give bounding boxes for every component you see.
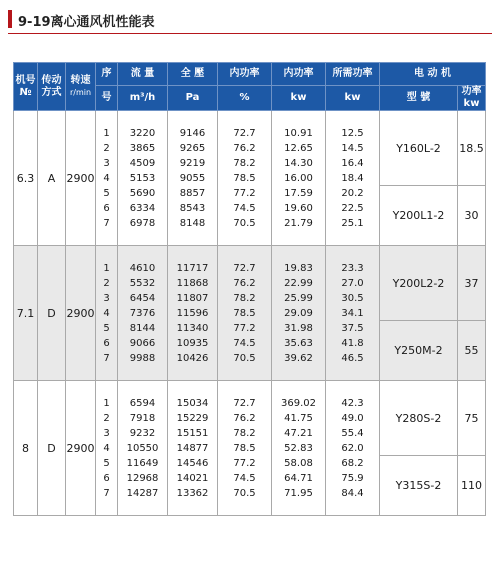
cell-req-power: 12.5 <box>326 126 380 141</box>
cell-flow: 7918 <box>118 411 168 426</box>
cell-seq: 5 <box>96 456 118 471</box>
cell-req-power: 41.8 <box>326 336 380 351</box>
cell-eff: 74.5 <box>218 201 272 216</box>
cell-pressure <box>168 111 218 126</box>
cell-pressure: 14021 <box>168 471 218 486</box>
cell-req-power: 16.4 <box>326 156 380 171</box>
cell-pressure <box>168 246 218 261</box>
cell-eff: 76.2 <box>218 141 272 156</box>
header-motor-power <box>458 86 486 111</box>
cell-eff: 78.2 <box>218 156 272 171</box>
cell-flow <box>118 501 168 516</box>
cell-pressure: 9219 <box>168 156 218 171</box>
cell-int-power: 52.83 <box>272 441 326 456</box>
cell-pressure: 13362 <box>168 486 218 501</box>
cell-int-power <box>272 231 326 246</box>
motor-type: Y160L-2 <box>380 111 458 186</box>
cell-eff: 74.5 <box>218 471 272 486</box>
header-pressure: 全 壓 <box>168 63 218 86</box>
cell-pressure: 11868 <box>168 276 218 291</box>
cell-flow: 6334 <box>118 201 168 216</box>
header-motor-power-label: 功率 <box>461 86 482 97</box>
group-drive: D <box>38 381 66 516</box>
cell-int-power: 16.00 <box>272 171 326 186</box>
cell-eff: 76.2 <box>218 276 272 291</box>
cell-seq: 7 <box>96 486 118 501</box>
cell-req-power: 25.1 <box>326 216 380 231</box>
cell-flow: 10550 <box>118 441 168 456</box>
cell-eff: 70.5 <box>218 216 272 231</box>
cell-flow <box>118 111 168 126</box>
header-motor-type: 型 號 <box>380 86 458 111</box>
header-motor: 电 动 机 <box>380 63 486 86</box>
motor-power: 30 <box>458 186 486 246</box>
header-flow: 流 量 <box>118 63 168 86</box>
cell-req-power: 68.2 <box>326 456 380 471</box>
cell-seq: 1 <box>96 261 118 276</box>
cell-seq: 3 <box>96 156 118 171</box>
header-int-power-unit: kw <box>272 86 326 111</box>
cell-eff: 78.5 <box>218 171 272 186</box>
cell-int-power <box>272 246 326 261</box>
header-int-power: 内功率 <box>272 63 326 86</box>
cell-req-power: 23.3 <box>326 261 380 276</box>
header-drive-label: 传动方式 <box>41 74 62 98</box>
cell-flow: 4509 <box>118 156 168 171</box>
cell-eff: 72.7 <box>218 126 272 141</box>
cell-req-power <box>326 246 380 261</box>
cell-int-power: 31.98 <box>272 321 326 336</box>
cell-pressure <box>168 231 218 246</box>
cell-seq <box>96 366 118 381</box>
cell-seq: 4 <box>96 306 118 321</box>
cell-int-power: 41.75 <box>272 411 326 426</box>
header-speed <box>66 63 96 111</box>
header-model-no-sub: № <box>19 86 32 98</box>
header-drive <box>38 63 66 111</box>
cell-eff: 78.2 <box>218 291 272 306</box>
cell-req-power <box>326 366 380 381</box>
cell-flow: 4610 <box>118 261 168 276</box>
motor-power: 55 <box>458 321 486 381</box>
cell-pressure: 14546 <box>168 456 218 471</box>
cell-seq: 1 <box>96 396 118 411</box>
cell-eff <box>218 231 272 246</box>
cell-req-power <box>326 381 380 396</box>
cell-seq: 6 <box>96 201 118 216</box>
motor-power: 75 <box>458 381 486 456</box>
cell-pressure: 11807 <box>168 291 218 306</box>
cell-int-power: 39.62 <box>272 351 326 366</box>
header-pressure-unit: Pa <box>168 86 218 111</box>
cell-pressure: 9146 <box>168 126 218 141</box>
cell-int-power: 12.65 <box>272 141 326 156</box>
cell-req-power <box>326 111 380 126</box>
cell-seq: 6 <box>96 336 118 351</box>
cell-pressure: 15151 <box>168 426 218 441</box>
cell-seq <box>96 501 118 516</box>
header-model-no <box>14 63 38 111</box>
cell-eff: 72.7 <box>218 396 272 411</box>
cell-eff: 77.2 <box>218 456 272 471</box>
cell-eff <box>218 381 272 396</box>
cell-flow: 5532 <box>118 276 168 291</box>
cell-seq: 7 <box>96 216 118 231</box>
cell-int-power: 25.99 <box>272 291 326 306</box>
header-flow-unit: m³/h <box>118 86 168 111</box>
cell-seq <box>96 111 118 126</box>
header-seq: 序 <box>96 63 118 86</box>
cell-flow <box>118 246 168 261</box>
cell-flow: 14287 <box>118 486 168 501</box>
cell-pressure: 14877 <box>168 441 218 456</box>
group-drive: D <box>38 246 66 381</box>
cell-pressure <box>168 366 218 381</box>
group-drive: A <box>38 111 66 246</box>
cell-flow: 9066 <box>118 336 168 351</box>
cell-req-power: 14.5 <box>326 141 380 156</box>
cell-req-power: 20.2 <box>326 186 380 201</box>
cell-seq: 3 <box>96 426 118 441</box>
cell-flow: 11649 <box>118 456 168 471</box>
cell-pressure <box>168 381 218 396</box>
title-bar <box>8 6 492 34</box>
cell-int-power <box>272 501 326 516</box>
group-speed: 2900 <box>66 381 96 516</box>
cell-int-power <box>272 111 326 126</box>
group-speed: 2900 <box>66 111 96 246</box>
cell-flow: 6454 <box>118 291 168 306</box>
header-motor-power-unit: kw <box>463 98 480 109</box>
cell-int-power: 14.30 <box>272 156 326 171</box>
cell-pressure: 11717 <box>168 261 218 276</box>
cell-flow: 6978 <box>118 216 168 231</box>
cell-pressure: 9265 <box>168 141 218 156</box>
cell-req-power: 46.5 <box>326 351 380 366</box>
motor-power: 110 <box>458 456 486 516</box>
cell-req-power <box>326 501 380 516</box>
cell-eff <box>218 366 272 381</box>
cell-int-power: 17.59 <box>272 186 326 201</box>
title-rule <box>8 33 492 34</box>
motor-power: 18.5 <box>458 111 486 186</box>
cell-eff: 74.5 <box>218 336 272 351</box>
cell-eff: 77.2 <box>218 186 272 201</box>
motor-power: 37 <box>458 246 486 321</box>
cell-pressure: 8543 <box>168 201 218 216</box>
header-req-power-unit: kw <box>326 86 380 111</box>
cell-req-power: 55.4 <box>326 426 380 441</box>
cell-seq <box>96 246 118 261</box>
performance-table <box>13 62 486 516</box>
cell-req-power: 75.9 <box>326 471 380 486</box>
cell-seq: 6 <box>96 471 118 486</box>
cell-pressure <box>168 501 218 516</box>
header-eff: 内功率 <box>218 63 272 86</box>
cell-flow: 5153 <box>118 171 168 186</box>
cell-int-power: 47.21 <box>272 426 326 441</box>
cell-seq: 2 <box>96 411 118 426</box>
cell-flow <box>118 381 168 396</box>
cell-int-power: 29.09 <box>272 306 326 321</box>
cell-pressure: 9055 <box>168 171 218 186</box>
cell-int-power: 22.99 <box>272 276 326 291</box>
cell-eff: 76.2 <box>218 411 272 426</box>
cell-int-power: 369.02 <box>272 396 326 411</box>
motor-type: Y280S-2 <box>380 381 458 456</box>
header-eff-unit: % <box>218 86 272 111</box>
cell-req-power: 49.0 <box>326 411 380 426</box>
cell-seq: 4 <box>96 171 118 186</box>
cell-eff: 78.2 <box>218 426 272 441</box>
cell-req-power: 22.5 <box>326 201 380 216</box>
cell-req-power: 18.4 <box>326 171 380 186</box>
cell-int-power <box>272 366 326 381</box>
cell-flow <box>118 231 168 246</box>
cell-req-power: 42.3 <box>326 396 380 411</box>
cell-flow: 6594 <box>118 396 168 411</box>
cell-seq: 5 <box>96 186 118 201</box>
cell-req-power: 62.0 <box>326 441 380 456</box>
cell-flow <box>118 366 168 381</box>
cell-int-power: 10.91 <box>272 126 326 141</box>
cell-pressure: 15034 <box>168 396 218 411</box>
title-accent <box>8 10 12 28</box>
cell-pressure: 15229 <box>168 411 218 426</box>
cell-flow: 8144 <box>118 321 168 336</box>
cell-int-power: 19.60 <box>272 201 326 216</box>
header-req-power: 所需功率 <box>326 63 380 86</box>
motor-type: Y200L2-2 <box>380 246 458 321</box>
cell-flow: 5690 <box>118 186 168 201</box>
cell-flow: 9232 <box>118 426 168 441</box>
motor-type: Y250M-2 <box>380 321 458 381</box>
cell-eff <box>218 111 272 126</box>
cell-flow: 3220 <box>118 126 168 141</box>
page-title: 9-19离心通风机性能表 <box>18 15 155 30</box>
cell-pressure: 10426 <box>168 351 218 366</box>
cell-seq <box>96 381 118 396</box>
cell-pressure: 11340 <box>168 321 218 336</box>
group-speed: 2900 <box>66 246 96 381</box>
cell-req-power: 34.1 <box>326 306 380 321</box>
cell-pressure: 11596 <box>168 306 218 321</box>
cell-int-power: 21.79 <box>272 216 326 231</box>
cell-req-power: 27.0 <box>326 276 380 291</box>
cell-seq: 5 <box>96 321 118 336</box>
table-row <box>14 381 486 396</box>
cell-eff <box>218 246 272 261</box>
cell-eff: 77.2 <box>218 321 272 336</box>
cell-pressure: 8857 <box>168 186 218 201</box>
cell-eff: 78.5 <box>218 441 272 456</box>
cell-eff: 72.7 <box>218 261 272 276</box>
cell-pressure: 8148 <box>168 216 218 231</box>
motor-type: Y315S-2 <box>380 456 458 516</box>
cell-eff: 70.5 <box>218 351 272 366</box>
cell-int-power: 35.63 <box>272 336 326 351</box>
motor-type: Y200L1-2 <box>380 186 458 246</box>
cell-req-power <box>326 231 380 246</box>
cell-pressure: 10935 <box>168 336 218 351</box>
header-seq-sub: 号 <box>96 86 118 111</box>
table-row <box>14 246 486 261</box>
cell-flow: 12968 <box>118 471 168 486</box>
cell-int-power <box>272 381 326 396</box>
cell-req-power: 30.5 <box>326 291 380 306</box>
cell-seq: 3 <box>96 291 118 306</box>
cell-flow: 7376 <box>118 306 168 321</box>
cell-seq: 2 <box>96 276 118 291</box>
table-row <box>14 111 486 126</box>
header-speed-unit: r/min <box>69 87 92 97</box>
cell-req-power: 84.4 <box>326 486 380 501</box>
cell-eff: 70.5 <box>218 486 272 501</box>
cell-flow: 3865 <box>118 141 168 156</box>
table-body <box>14 111 486 516</box>
cell-int-power: 64.71 <box>272 471 326 486</box>
cell-flow: 9988 <box>118 351 168 366</box>
cell-int-power: 58.08 <box>272 456 326 471</box>
header-model-no-label: 机号 <box>15 74 36 86</box>
cell-seq <box>96 231 118 246</box>
header-speed-label: 转速 <box>70 74 91 86</box>
cell-int-power: 71.95 <box>272 486 326 501</box>
cell-seq: 1 <box>96 126 118 141</box>
cell-seq: 7 <box>96 351 118 366</box>
group-no: 8 <box>14 381 38 516</box>
cell-seq: 2 <box>96 141 118 156</box>
group-no: 7.1 <box>14 246 38 381</box>
group-no: 6.3 <box>14 111 38 246</box>
cell-eff <box>218 501 272 516</box>
cell-int-power: 19.83 <box>272 261 326 276</box>
cell-req-power: 37.5 <box>326 321 380 336</box>
cell-eff: 78.5 <box>218 306 272 321</box>
cell-seq: 4 <box>96 441 118 456</box>
